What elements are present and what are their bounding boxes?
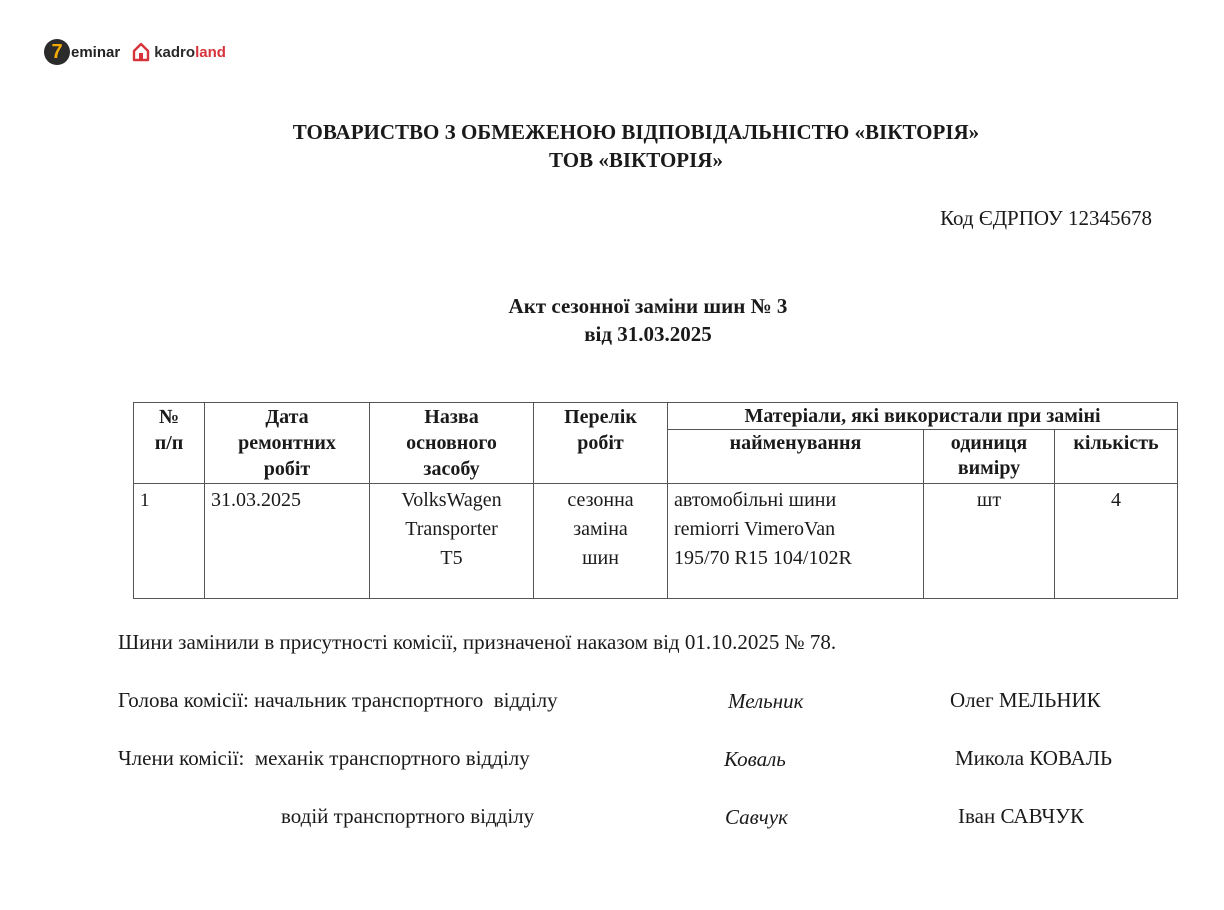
seminar-logo bbox=[44, 39, 120, 65]
document-title: Акт сезонної заміни шин № 3 bbox=[508, 294, 788, 318]
seminar-logo-badge: 7 bbox=[44, 39, 70, 65]
header-date: Дата ремонтних робіт bbox=[205, 403, 370, 484]
commission-head-name: Олег МЕЛЬНИК bbox=[950, 688, 1101, 712]
header-qty: кількість bbox=[1055, 430, 1178, 484]
header-num: № п/п bbox=[134, 403, 205, 484]
commission-member2-signature: Савчук bbox=[725, 805, 788, 829]
table-header-row bbox=[134, 403, 1178, 430]
cell-asset: VolksWagen Transporter T5 bbox=[370, 484, 534, 599]
company-full-name: ТОВАРИСТВО З ОБМЕЖЕНОЮ ВІДПОВІДАЛЬНІСТЮ «ВІКТОРІЯ» bbox=[292, 120, 980, 144]
tire-replacement-table bbox=[133, 402, 1178, 599]
commission-member2-name: Іван САВЧУК bbox=[958, 804, 1085, 828]
commission-member2-position: водій транспортного відділу bbox=[281, 804, 535, 828]
commission-head-label: Голова комісії: начальник транспортного відділу bbox=[118, 688, 558, 712]
cell-unit: шт bbox=[924, 484, 1055, 599]
kadroland-word-2: land bbox=[195, 43, 226, 61]
cell-num: 1 bbox=[134, 484, 205, 599]
company-short-name: ТОВ «ВІКТОРІЯ» bbox=[549, 148, 723, 172]
header-materials: Матеріали, які використали при заміні bbox=[668, 403, 1178, 430]
header-asset: Назва основного засобу bbox=[370, 403, 534, 484]
cell-material-name: автомобільні шини remiorri VimeroVan 195/70 R15 104/102R bbox=[668, 484, 924, 599]
kadroland-logo bbox=[132, 42, 226, 62]
commission-statement: Шини замінили в присутності комісії, призначеної наказом від 01.10.2025 № 78. bbox=[118, 630, 837, 654]
commission-head-signature: Мельник bbox=[728, 689, 804, 713]
header-works: Перелік робіт bbox=[534, 403, 668, 484]
commission-members-label: Члени комісії: механік транспортного відділу bbox=[118, 746, 530, 770]
cell-qty: 4 bbox=[1055, 484, 1178, 599]
commission-member1-name: Микола КОВАЛЬ bbox=[955, 746, 1113, 770]
logos bbox=[44, 38, 226, 66]
cell-date: 31.03.2025 bbox=[205, 484, 370, 599]
header-name: найменування bbox=[668, 430, 924, 484]
edrpou-code: Код ЄДРПОУ 12345678 bbox=[940, 206, 1152, 230]
seminar-logo-word: eminar bbox=[71, 43, 121, 61]
document-date: від 31.03.2025 bbox=[584, 322, 712, 346]
kadroland-word-1: kadro bbox=[154, 43, 196, 61]
cell-works: сезонна заміна шин bbox=[534, 484, 668, 599]
table-row bbox=[134, 484, 1178, 599]
house-icon bbox=[132, 42, 150, 62]
commission-member1-signature: Коваль bbox=[724, 747, 786, 771]
header-unit: одиниця виміру bbox=[924, 430, 1055, 484]
